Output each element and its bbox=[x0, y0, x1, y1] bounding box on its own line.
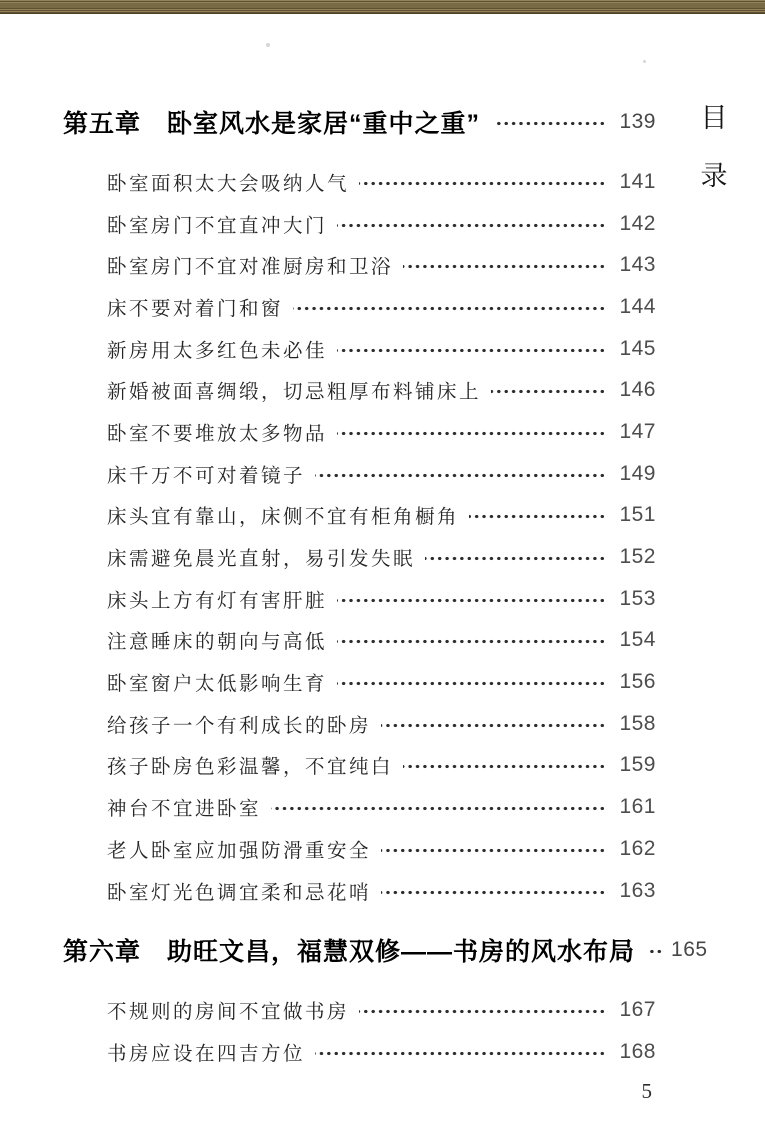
toc-row-page-number: 163 bbox=[619, 878, 656, 902]
toc-row-page-number: 147 bbox=[619, 419, 656, 443]
dot-leader bbox=[359, 180, 606, 187]
dot-leader bbox=[469, 513, 606, 520]
toc-row-title: 床头上方有灯有害肝脏 bbox=[107, 589, 328, 612]
dot-leader bbox=[337, 347, 606, 354]
toc-row-page-number: 142 bbox=[619, 211, 656, 235]
toc-row-title: 床千万不可对着镜子 bbox=[107, 464, 306, 487]
dot-leader bbox=[381, 847, 606, 854]
toc-row-title: 卧室房门不宜直冲大门 bbox=[107, 214, 328, 237]
toc-chapter-row bbox=[63, 94, 656, 150]
toc-row-title: 床需避免晨光直射，易引发失眠 bbox=[107, 548, 416, 571]
toc-entry-row bbox=[63, 495, 656, 537]
toc-row-title: 第六章 助旺文昌，福慧双修——书房的风水布局 bbox=[63, 938, 636, 967]
toc-row-page-number: 162 bbox=[619, 836, 656, 860]
dot-leader bbox=[381, 722, 606, 729]
dot-leader bbox=[425, 555, 606, 562]
toc-row-title: 新婚被面喜绸缎，切忌粗厚布料铺床上 bbox=[107, 381, 482, 404]
dot-leader bbox=[315, 1050, 606, 1057]
toc-entry-row bbox=[63, 745, 656, 787]
dot-leader bbox=[403, 763, 606, 770]
toc-row-page-number: 143 bbox=[619, 253, 656, 277]
toc-entry-row bbox=[63, 870, 656, 912]
toc-list bbox=[63, 13, 708, 1073]
toc-row-page-number: 165 bbox=[671, 938, 708, 962]
toc-entry-row bbox=[63, 786, 656, 828]
toc-entry-row bbox=[63, 203, 656, 245]
toc-row-title: 给孩子一个有利成长的卧房 bbox=[107, 714, 372, 737]
toc-row-page-number: 145 bbox=[619, 336, 656, 360]
toc-row-title: 新房用太多红色未必佳 bbox=[107, 339, 328, 362]
toc-entry-row bbox=[63, 369, 656, 411]
toc-row-page-number: 156 bbox=[619, 670, 656, 694]
toc-row-title: 书房应设在四吉方位 bbox=[107, 1042, 306, 1065]
toc-entry-row bbox=[63, 328, 656, 370]
toc-entry-row bbox=[63, 411, 656, 453]
toc-entry-row bbox=[63, 703, 656, 745]
toc-entry-row bbox=[63, 578, 656, 620]
toc-row-title: 老人卧室应加强防滑重安全 bbox=[107, 839, 372, 862]
toc-row-page-number: 149 bbox=[619, 461, 656, 485]
toc-entry-row bbox=[63, 1031, 656, 1073]
toc-row-title: 卧室不要堆放太多物品 bbox=[107, 422, 328, 445]
dot-leader bbox=[337, 430, 606, 437]
dot-leader bbox=[381, 889, 606, 896]
toc-entry-row bbox=[63, 828, 656, 870]
toc-row-title: 神台不宜进卧室 bbox=[107, 798, 262, 821]
toc-entry-row bbox=[63, 286, 656, 328]
folio-page-number: 5 bbox=[641, 1079, 652, 1103]
dot-leader bbox=[271, 805, 606, 812]
decorative-top-band bbox=[0, 0, 765, 14]
toc-row-page-number: 161 bbox=[619, 795, 656, 819]
toc-row-title: 卧室窗户太低影响生育 bbox=[107, 673, 328, 696]
dot-leader bbox=[649, 948, 663, 955]
toc-row-title: 第五章 卧室风水是家居“重中之重” bbox=[63, 110, 481, 138]
toc-entry-row bbox=[63, 536, 656, 578]
toc-row-page-number: 146 bbox=[619, 378, 656, 402]
toc-row-title: 不规则的房间不宜做书房 bbox=[107, 1001, 350, 1024]
toc-vertical-char: 目 bbox=[700, 103, 728, 133]
toc-entry-row bbox=[63, 989, 656, 1031]
toc-row-title: 注意睡床的朝向与高低 bbox=[107, 631, 328, 654]
toc-row-title: 孩子卧房色彩温馨，不宜纯白 bbox=[107, 756, 394, 779]
toc-vertical-char: 录 bbox=[700, 161, 728, 191]
dot-leader bbox=[337, 680, 606, 687]
toc-row-page-number: 168 bbox=[619, 1039, 656, 1063]
dot-leader bbox=[359, 1008, 606, 1015]
toc-row-page-number: 144 bbox=[619, 294, 656, 318]
toc-row-title: 卧室房门不宜对准厨房和卫浴 bbox=[107, 256, 394, 279]
dot-leader bbox=[315, 472, 606, 479]
toc-row-page-number: 159 bbox=[619, 753, 656, 777]
dot-leader bbox=[494, 120, 606, 127]
toc-row-page-number: 151 bbox=[619, 503, 656, 527]
dot-leader bbox=[337, 638, 606, 645]
toc-row-page-number: 141 bbox=[619, 169, 656, 193]
dot-leader bbox=[293, 305, 606, 312]
toc-row-title: 床不要对着门和窗 bbox=[107, 297, 284, 320]
toc-row-title: 床头宜有靠山，床侧不宜有柜角橱角 bbox=[107, 506, 460, 529]
dot-leader bbox=[337, 597, 606, 604]
toc-row-page-number: 139 bbox=[619, 110, 656, 133]
toc-entry-row bbox=[63, 244, 656, 286]
toc-row-page-number: 154 bbox=[619, 628, 656, 652]
toc-entry-row bbox=[63, 453, 656, 495]
toc-vertical-label bbox=[700, 105, 728, 190]
toc-row-page-number: 153 bbox=[619, 586, 656, 610]
toc-row-page-number: 152 bbox=[619, 545, 656, 569]
toc-row-page-number: 167 bbox=[619, 998, 656, 1022]
dot-leader bbox=[337, 222, 606, 229]
dot-leader bbox=[491, 388, 606, 395]
toc-row-title: 卧室面积太大会吸纳人气 bbox=[107, 172, 350, 195]
dot-leader bbox=[403, 263, 606, 270]
toc-entry-row bbox=[63, 661, 656, 703]
toc-row-title: 卧室灯光色调宜柔和忌花哨 bbox=[107, 881, 372, 904]
toc-chapter-row bbox=[63, 922, 708, 978]
toc-entry-row bbox=[63, 161, 656, 203]
toc-row-page-number: 158 bbox=[619, 711, 656, 735]
toc-entry-row bbox=[63, 620, 656, 662]
